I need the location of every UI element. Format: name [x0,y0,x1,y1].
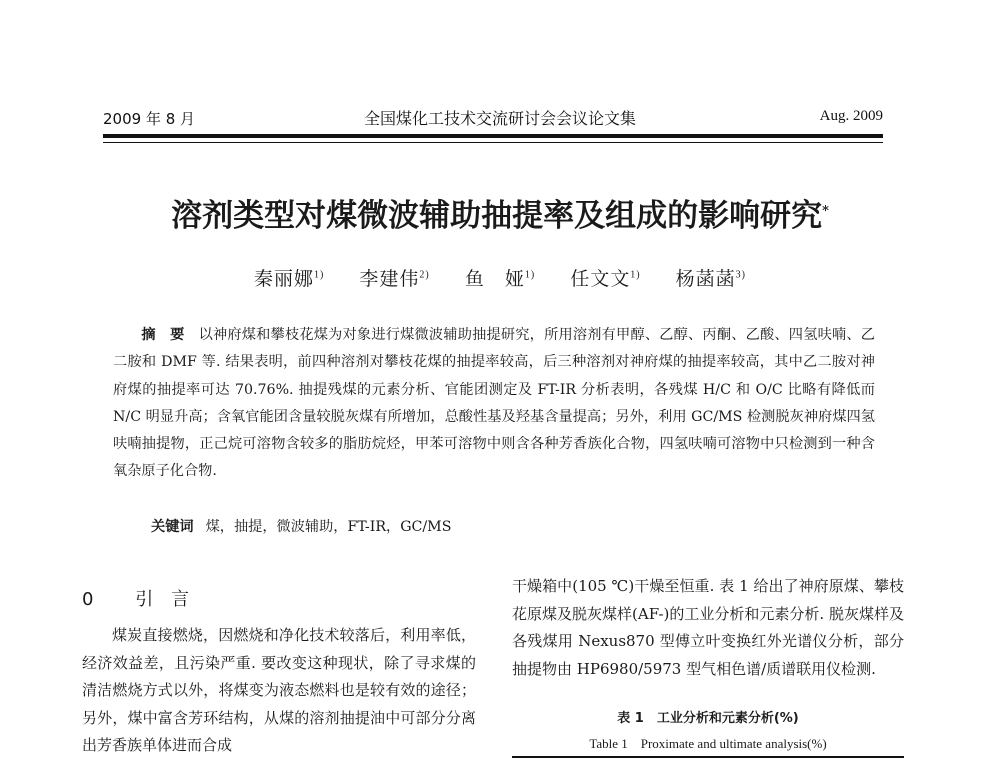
abstract-label: 摘 要 [141,327,185,343]
header-proceedings-title: 全国煤化工技术交流研讨会会议论文集 [363,109,636,128]
keywords [151,516,871,536]
author [465,268,535,290]
author-name: 李建伟 [359,268,420,290]
table-top-rule [512,756,904,758]
author-affiliation: 2) [419,269,430,281]
paper-title-text: 溶剂类型对煤微波辅助抽提率及组成的影响研究 [171,198,823,234]
abstract-text: 以神府煤和攀枝花煤为对象进行煤微波辅助抽提研究，所用溶剂有甲醇、乙醇、丙酮、乙酸、四氢呋喃、乙二胺和 DMF 等. 结果表明，前四种溶剂对攀枝花煤的抽提率较高，后三种溶剂对神府煤的抽提率较高，其中乙二胺对神府煤的抽提率可达 70.76%. 抽提残煤的元素分析、官能团测定及 FT-IR 分析表明，各残煤 H/C 和 O/C 比略有降低而 N/C 明显升高；含氧官能团含量较脱灰煤有所增加，总酸性基及羟基含量提高；另外，利用 GC/MS 检测脱灰神府煤四氢呋喃抽提物，正己烷可溶物含较多的脂肪烷烃，甲苯可溶物中则含各种芳香族化合物，四氢呋喃可溶物中只检测到一种含氧杂原子化合物. [113,327,875,480]
author [676,268,746,290]
section-heading-introduction [82,585,207,611]
section-number: 0 [82,589,112,610]
table-caption-english: Table 1 Proximate and ultimate analysis(%) [589,736,827,751]
table-caption-chinese: 表 1 工业分析和元素分析(%) [617,711,799,726]
intro-paragraph: 煤炭直接燃烧，因燃烧和净化技术较落后，利用率低，经济效益差，且污染严重. 要改变这种现状，除了寻求煤的清洁燃烧方式以外，将煤变为液态燃料也是较有效的途径；另外，煤中富含芳环结构，从煤的溶剂抽提油中可部分分离出芳香族单体进而合成 [82,626,476,754]
author-affiliation: 1) [630,269,641,281]
methods-paragraph: 干燥箱中(105 ℃)干燥至恒重. 表 1 给出了神府原煤、攀枝花原煤及脱灰煤样(AF-)的工业分析和元素分析. 脱灰煤样及各残煤用 Nexus870 型傅立叶变换红外光谱仪分析，部分抽提物由 HP6980/5973 型气相色谱/质谱联用仪检测. [512,577,904,678]
paper-title [0,190,1000,235]
body-left-column [82,622,476,760]
author-affiliation: 1) [524,269,536,281]
author-list [0,264,1000,291]
keywords-label: 关键词 [151,519,194,535]
header-date: 2009 年 8 月 [103,110,196,128]
author [359,268,429,290]
header-rule-thick [103,134,883,138]
title-footnote-mark: * [822,203,829,219]
author [570,268,640,290]
body-right-column [512,573,904,683]
header-date-en: Aug. 2009 [819,108,883,124]
author-name: 任文文 [570,268,631,290]
author-affiliation: 1) [314,269,325,281]
author-name: 秦丽娜 [254,268,315,290]
author [254,268,324,290]
section-title: 引言 [135,589,208,610]
author-affiliation: 3) [735,269,746,281]
header-rule-thin [103,142,883,143]
author-name: 鱼 娅 [464,268,525,290]
author-name: 杨菡菡 [675,268,736,290]
keywords-text: 煤，抽提，微波辅助，FT-IR，GC/MS [205,519,452,535]
abstract [113,322,875,486]
